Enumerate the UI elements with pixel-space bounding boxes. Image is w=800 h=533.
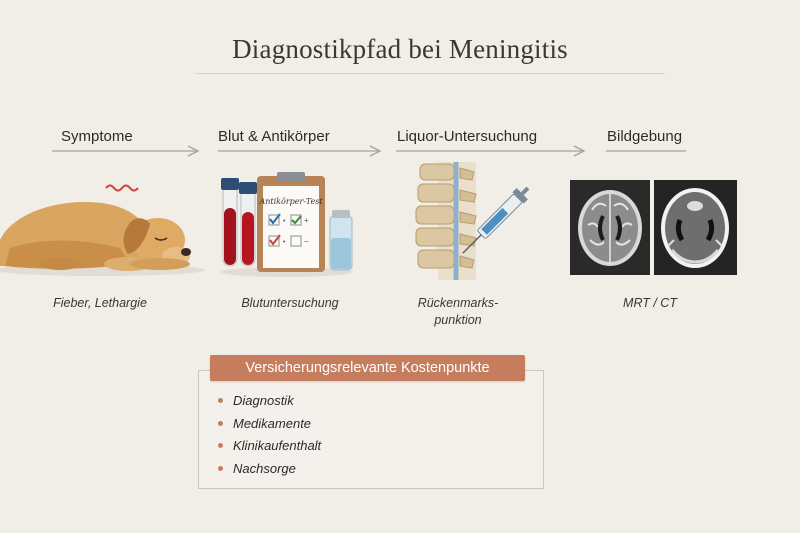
svg-text:•: •: [283, 218, 286, 225]
step-label-bildgebung: Bildgebung: [607, 128, 683, 145]
step-label-liquor: Liquor-Untersuchung: [397, 128, 538, 145]
flow-arrow-2-icon: [218, 143, 386, 159]
clipboard-label: Antikörper-Test: [259, 197, 323, 206]
cost-points-title: Versicherungsrelevante Kostenpunkte: [210, 355, 525, 381]
caption-blut: Blutuntersuchung: [241, 296, 339, 310]
title-divider: [195, 73, 665, 74]
flow-arrow-1-icon: [52, 143, 204, 159]
list-item: Klinikaufenthalt: [218, 437, 321, 460]
list-item: Medikamente: [218, 415, 321, 438]
svg-text:−: −: [304, 237, 309, 246]
bullet-icon: [218, 398, 223, 403]
caption-liquor: Rückenmarks- punktion: [417, 296, 499, 327]
caption-symptome: Fieber, Lethargie: [53, 296, 147, 310]
flow-line-4: [606, 143, 686, 159]
step-label-symptome: Symptome: [61, 128, 133, 145]
page-title: Diagnostikpfad bei Meningitis: [232, 34, 568, 64]
svg-text:•: •: [283, 239, 286, 246]
list-item: Diagnostik: [218, 392, 321, 415]
bullet-icon: [218, 466, 223, 471]
flow-arrow-3-icon: [396, 143, 590, 159]
brain-scan-icon: [570, 180, 737, 275]
list-item: Nachsorge: [218, 460, 321, 483]
sleeping-dog-icon: [0, 178, 205, 278]
bullet-icon: [218, 443, 223, 448]
svg-text:+: +: [304, 216, 309, 225]
bullet-icon: [218, 421, 223, 426]
caption-bildgebung: MRT / CT: [623, 296, 677, 310]
spine-syringe-icon: [410, 162, 540, 284]
blood-test-icon: [215, 172, 355, 278]
step-label-blut: Blut & Antikörper: [218, 128, 330, 145]
cost-points-list: [218, 392, 321, 482]
